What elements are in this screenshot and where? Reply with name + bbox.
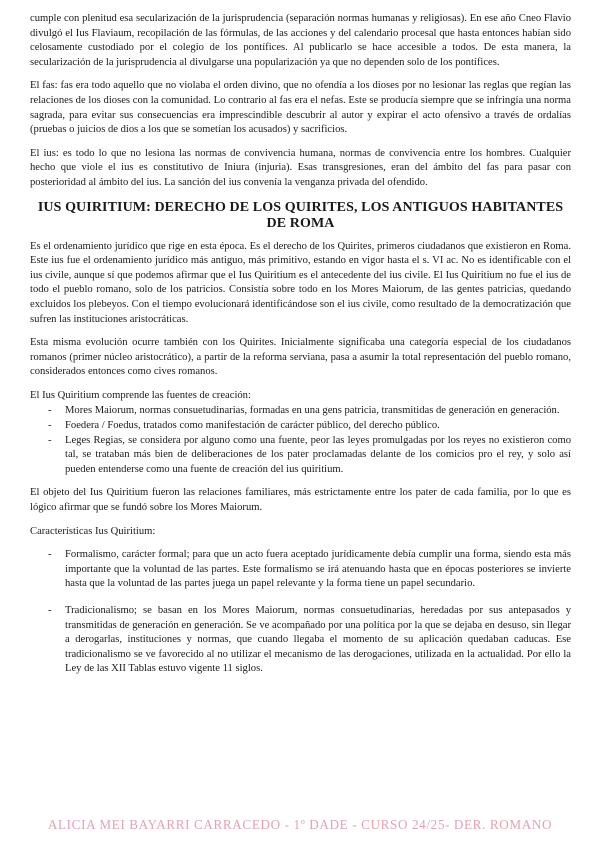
list-item: - Mores Maiorum, normas consuetudinarias, formadas en una gens patricia, transmitidas de generación en generación. xyxy=(48,405,560,417)
caracteristicas-list xyxy=(30,548,571,677)
list-item: - Formalismo, carácter formal; para que un acto fuera aceptado jurídicamente debía cumplir una forma, siendo esta más importante que la voluntad de las partes. Este formalismo se irá atenuando hasta que en épocas posteriores se invierte hasta que la voluntad de las partes juega un papel relevante y la forma tiene un papel secundario. xyxy=(48,549,571,590)
document-body xyxy=(30,12,571,689)
fuentes-list xyxy=(30,404,571,477)
paragraph-caracteristicas-intro: Características Ius Quiritium: xyxy=(30,525,156,537)
section-heading-ius-quiritium: IUS QUIRITIUM: DERECHO DE LOS QUIRITES, LOS ANTIGUOS HABITANTES DE ROMA xyxy=(37,199,564,231)
list-item: - Foedera / Foedus, tratados como manifestación de carácter público, del derecho público. xyxy=(48,420,440,432)
paragraph-ius: El ius: es todo lo que no lesiona las normas de convivencia humana, normas de convivencia entre los hombres. Cualquier hecho que viole el ius es constitutivo de Iniura (injuria). Esas transgresiones, eran del ámbito del fas para pasar con posterioridad al ámbito del ius. La sanción del ius convenía la venganza privada del ofendido. xyxy=(30,147,571,188)
paragraph-fas: El fas: fas era todo aquello que no violaba el orden divino, que no ofendía a los dioses por no lesionar las reglas que regían las relaciones de los dioses con la comunidad. Lo contrario al fas era el nefas. Este se producía siempre que se infringía una norma sagrada, para evitar sus consecuencias era imprescindible descubrir al autor y expirar el acto ofensivo a través de ordalías (pruebas o juicios de dios a los que se sometían los acusados) y sacrificios. xyxy=(30,80,571,136)
paragraph-evolucion-quirites: Esta misma evolución ocurre también con los Quirites. Inicialmente significaba una categoría especial de los ciudadanos romanos (primer núcleo aristocrático), a partir de la reforma serviana, pasa a asumir la total representación del pueblo romano, considerados entonces como cives romanos. xyxy=(30,337,571,378)
list-item: - Leges Regias, se considera por alguno como una fuente, peor las leyes promulgadas por los reyes no existieron como tal, se trataban más bien de deliberaciones de los pater proclamadas delante de los comicios pro el rey, y solo así pueden entenderse como una fuente de creación del ius quiritium. xyxy=(48,434,571,475)
paragraph-fuentes-intro: El Ius Quiritium comprende las fuentes de creación: xyxy=(30,389,251,401)
page-footer: ALICIA MEI BAYARRI CARRACEDO - 1º DADE - CURSO 24/25- DER. ROMANO xyxy=(47,817,553,832)
paragraph-secularizacion: cumple con plenitud esa secularización de la jurisprudencia (separación normas humanas y religiosas). En ese año Cneo Flavio divulgó el Ius Flaviaum, recopilación de las fórmulas, de las acciones y del calendario procesal que hasta entonces habían sido celosamente custodiado por el colegio de los pontífices. Al publicarlo se hace accesible a todos. De esta manera, la secularización de la jurisprudencia al divulgarse una popularización ya que no dependen solo de los pontífices. xyxy=(30,13,571,68)
paragraph-ordenamiento: Es el ordenamiento jurídico que rige en esta época. Es el derecho de los Quirites, primeros ciudadanos que existieron en Roma. Este ius fue el ordenamiento jurídico más antiguo, más primitivo, estando en vigor hasta el s. VI ac. No es identificable con el ius civile, aunque sí que podemos afirmar que el Ius Quiritium es el antecedente del ius civile. El Ius Quiritium no fue el ius de todo el pueblo romano, solo de los patricios. Consistía sobre todo en los Mores Maiorum, de las gentes patricias, quedando excluidos los plebeyos. Con el tiempo evolucionará identificándose son el ius civile, como resultado de la democratización que sufren las instituciones aristocráticas. xyxy=(30,240,571,325)
paragraph-objeto: El objeto del Ius Quiritium fueron las relaciones familiares, más estrictamente entre los pater de cada familia, por lo que es lógico afirmar que se fundó sobre los Mores Maiorum. xyxy=(30,487,571,514)
list-item: - Tradicionalismo; se basan en los Mores Maiorum, normas consuetudinarias, heredadas por sus antepasados y transmitidas de generación en generación. Se ve acompañado por una política por la que se dejaba en desuso, sin llegar a derogarlas, instituciones y normas, que cuando llegaba el momento de su aplicación quedaban caducas. Ese tradicionalismo se ve favorecido al no utilizar el mecanismo de las derogaciones, utilizada en la actualidad. Por ello la Ley de las XII Tablas estuvo vigente 11 siglos. xyxy=(48,605,571,675)
